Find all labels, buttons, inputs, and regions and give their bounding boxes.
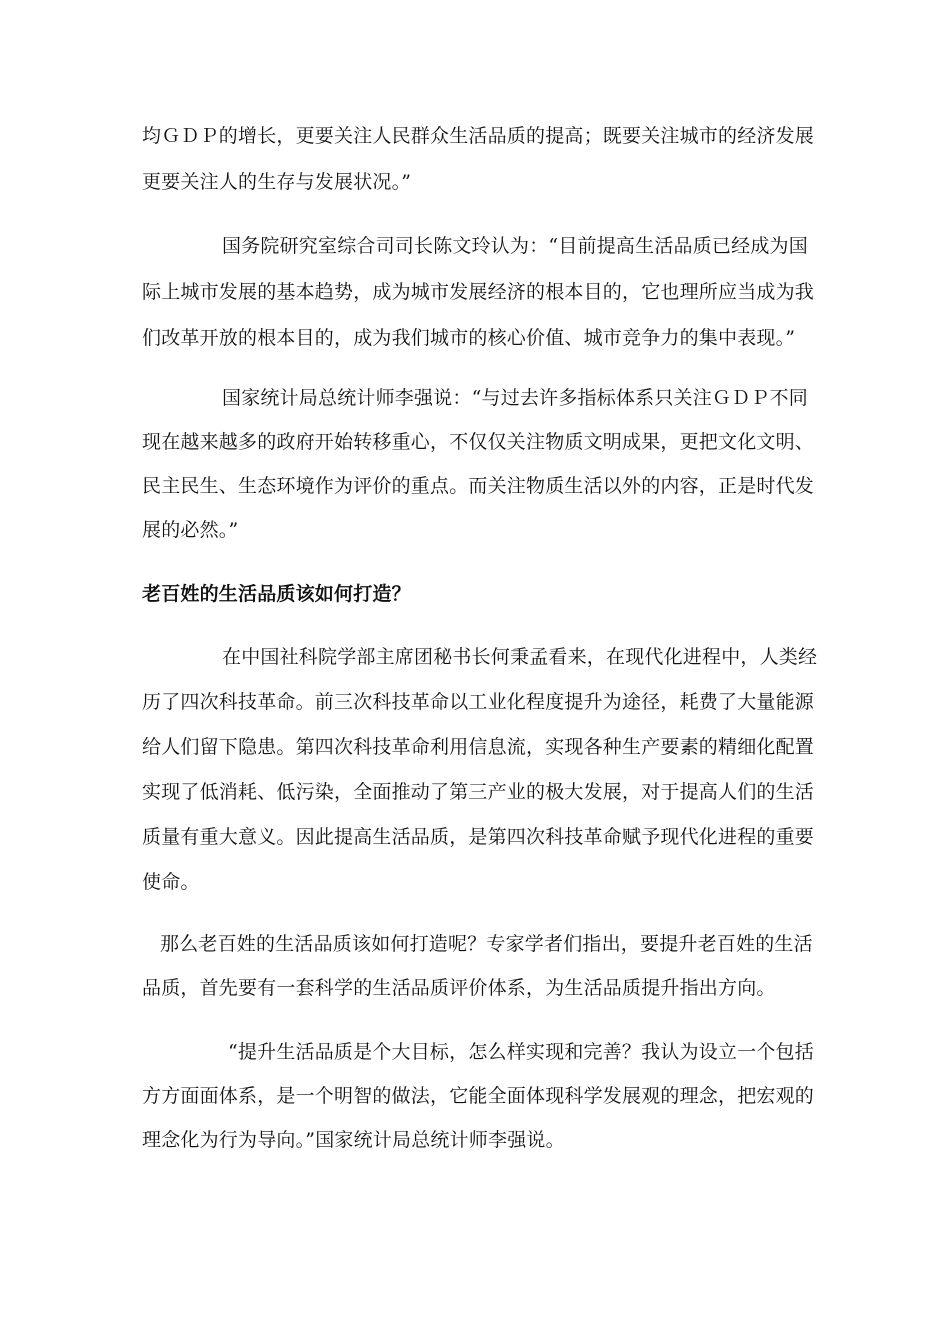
paragraph-line: 民主民生、生态环境作为评价的重点。而关注物质生活以外的内容，正是时代发	[142, 475, 815, 497]
paragraph-line: 均ＧＤＰ的增长，更要关注人民群众生活品质的提高；既要关注城市的经济发展	[142, 125, 815, 147]
paragraph-line: 国务院研究室综合司司长陈文玲认为：“目前提高生活品质已经成为国	[222, 235, 808, 257]
paragraph-line: 方方面面体系，是一个明智的做法，它能全面体现科学发展观的理念，把宏观的	[142, 1085, 815, 1107]
paragraph-line: 历了四次科技革命。前三次科技革命以工业化程度提升为途径，耗费了大量能源	[142, 691, 815, 713]
paragraph-line: 国家统计局总统计师李强说：“与过去许多指标体系只关注ＧＤＰ不同	[222, 387, 808, 409]
paragraph-line: 品质，首先要有一套科学的生活品质评价体系，为生活品质提升指出方向。	[142, 977, 776, 999]
paragraph-line: 理念化为行为导向。”国家统计局总统计师李强说。	[142, 1129, 565, 1151]
paragraph-line: 更要关注人的生存与发展状况。”	[142, 171, 412, 193]
paragraph-line: 那么老百姓的生活品质该如何打造呢？专家学者们指出，要提升老百姓的生活	[160, 933, 813, 955]
section-heading: 老百姓的生活品质该如何打造？	[142, 583, 411, 605]
paragraph-line: 展的必然。”	[142, 519, 239, 541]
paragraph-line: 们改革开放的根本目的，成为我们城市的核心价值、城市竞争力的集中表现。”	[142, 327, 796, 349]
paragraph-line: 给人们留下隐患。第四次科技革命利用信息流，实现各种生产要素的精细化配置	[142, 736, 815, 758]
paragraph-line: 使命。	[142, 871, 200, 893]
paragraph-line: 质量有重大意义。因此提高生活品质，是第四次科技革命赋予现代化进程的重要	[142, 826, 815, 848]
paragraph-line: 实现了低消耗、低污染，全面推动了第三产业的极大发展，对于提高人们的生活	[142, 781, 815, 803]
paragraph-line: 际上城市发展的基本趋势，成为城市发展经济的根本目的，它也理所应当成为我	[142, 281, 815, 303]
paragraph-line: 现在越来越多的政府开始转移重心，不仅仅关注物质文明成果，更把文化文明、	[142, 431, 815, 453]
paragraph-line: 在中国社科院学部主席团秘书长何秉孟看来，在现代化进程中，人类经	[222, 646, 818, 668]
paragraph-line: “提升生活品质是个大目标，怎么样实现和完善？我认为设立一个包括	[228, 1041, 814, 1063]
